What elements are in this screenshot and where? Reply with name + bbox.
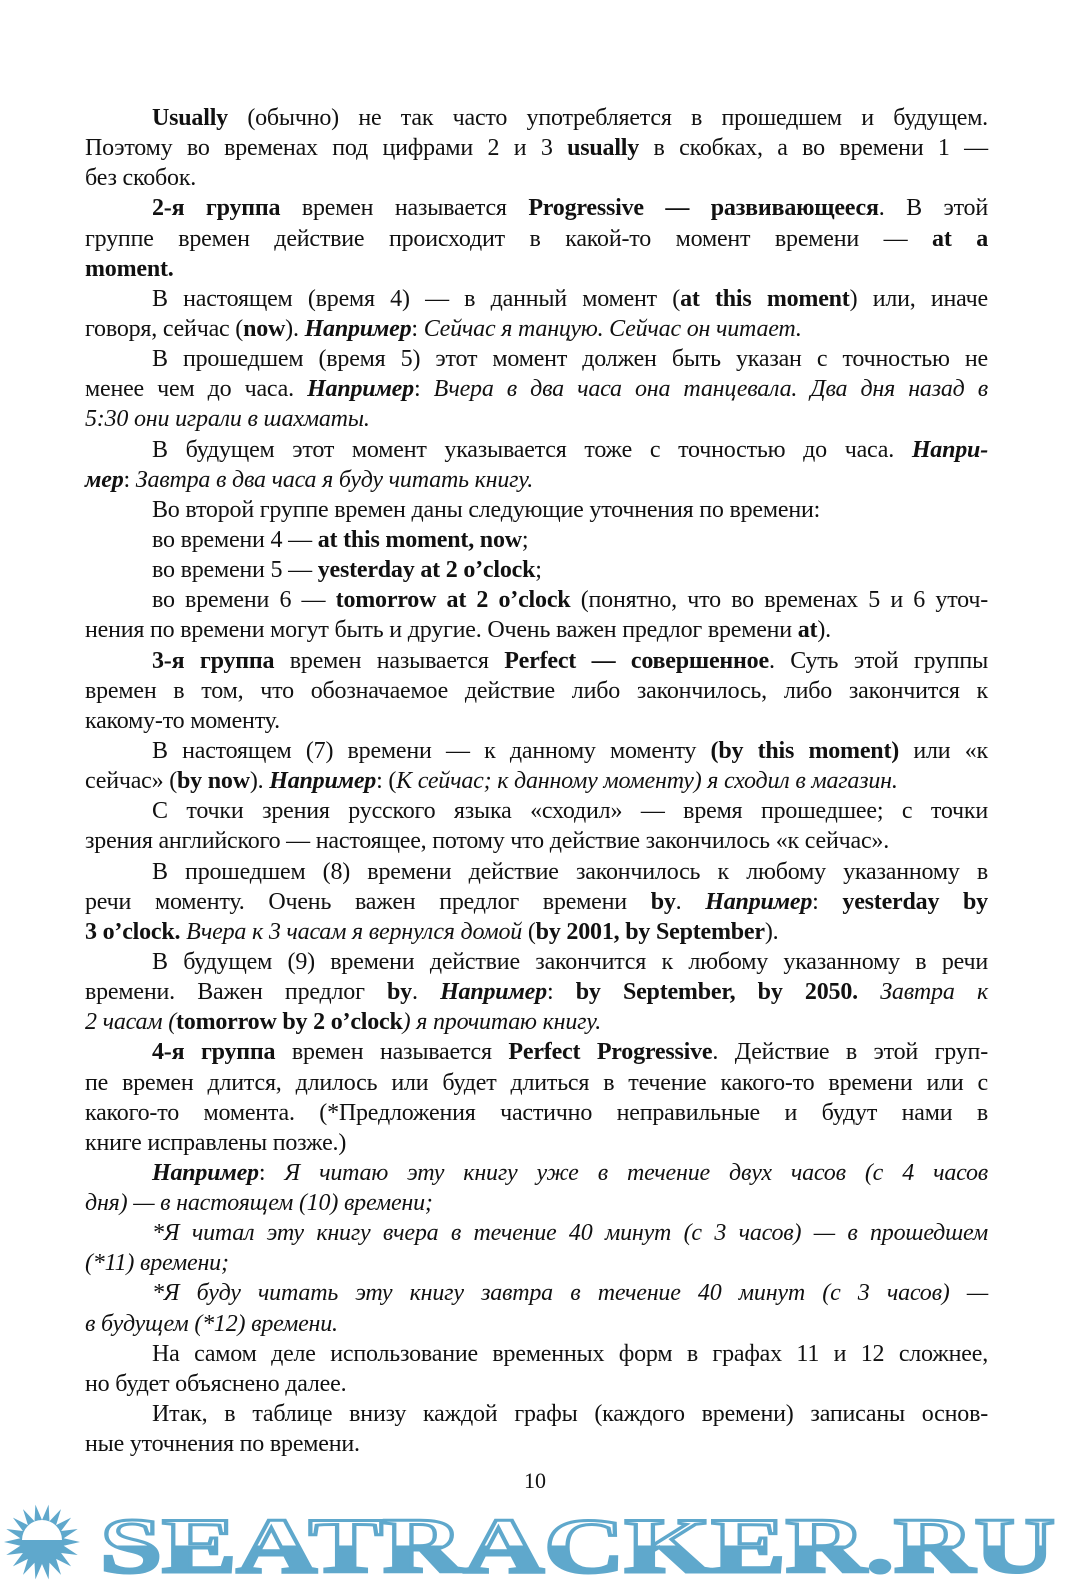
text-segment: Usually [152, 105, 228, 131]
text-segment: книге исправлены позже.) [85, 1129, 347, 1156]
text-segment: by [387, 979, 412, 1006]
text-segment: at [797, 617, 818, 644]
text-segment: мер [85, 466, 124, 493]
text-segment: Например [304, 315, 412, 342]
text-segment: ). [249, 768, 270, 795]
text-segment: Завтра к [880, 979, 988, 1006]
text-segment: usually [567, 135, 640, 162]
text-segment: 4-я группа [152, 1039, 276, 1066]
text-segment: Например [307, 376, 414, 403]
text-line [85, 495, 988, 525]
text-segment: В прошедшем (время 5) этот момент должен быть указан с точностью не [152, 346, 988, 373]
text-segment: говоря, сейчас ( [85, 315, 244, 342]
text-segment: во времени 4 — [152, 526, 318, 553]
text-line [85, 1309, 988, 1339]
text-segment [858, 979, 880, 1005]
text-segment: группе времен действие происходит в какой-то момент времени — [85, 225, 933, 252]
text-line [85, 585, 988, 615]
text-segment: Perfect — совершенное [504, 647, 769, 674]
text-line [85, 615, 988, 645]
text-line [85, 374, 988, 404]
text-line [85, 1037, 988, 1067]
text-segment: без скобок. [85, 165, 197, 192]
page-body-text [85, 103, 988, 1459]
text-segment: : [123, 466, 136, 493]
text-segment: Например [440, 979, 547, 1006]
text-segment: во времени 5 — [152, 557, 318, 584]
text-line [85, 1098, 988, 1128]
text-segment: сейчас» ( [85, 768, 178, 795]
text-segment: В настоящем (время 4) — в данный момент ( [152, 285, 681, 312]
text-line [85, 826, 988, 856]
text-segment: . [411, 979, 441, 1006]
text-line [85, 1339, 988, 1369]
text-line [85, 1007, 988, 1037]
text-segment: Например [152, 1159, 259, 1186]
text-segment: времени. Важен предлог [85, 979, 388, 1006]
text-line [85, 435, 988, 465]
text-segment: moment. [85, 255, 174, 282]
text-segment: 2 часам ( [85, 1009, 176, 1036]
text-line [85, 1278, 988, 1308]
text-segment: . [675, 888, 706, 915]
text-line [85, 1068, 988, 1098]
text-line [85, 646, 988, 676]
text-segment: 3-я группа [152, 647, 275, 674]
text-segment: : ( [376, 768, 397, 795]
text-segment: времен называется [274, 647, 505, 674]
text-line [85, 133, 988, 163]
watermark-logo [0, 1500, 1080, 1580]
text-segment: дня) — в настоящем (10) времени; [85, 1190, 433, 1217]
text-line [85, 344, 988, 374]
text-segment: ). [817, 617, 831, 644]
text-segment: в скобках, а во времени 1 — [639, 135, 988, 162]
text-line [85, 857, 988, 887]
text-line [85, 314, 988, 344]
text-line [85, 1369, 988, 1399]
text-segment: Итак, в таблице внизу каждой графы (каждого времени) записаны основ- [152, 1401, 988, 1428]
text-segment: Напри- [911, 436, 988, 463]
text-segment: Завтра в два часа я буду читать книгу. [135, 466, 534, 493]
text-segment: ). [764, 918, 779, 945]
text-line [85, 404, 988, 434]
text-segment: ные уточнения по времени. [85, 1431, 360, 1458]
text-segment: : [258, 1159, 285, 1186]
page-number: 10 [524, 1468, 546, 1493]
text-segment: какому-то моменту. [85, 707, 280, 734]
text-segment: 5:30 они играли в шахматы. [85, 406, 370, 433]
text-segment: в будущем (*12) времени. [85, 1310, 338, 1337]
text-segment: : [546, 979, 576, 1006]
text-segment: (обычно) не так часто употребляется в прошедшем и будущем. [227, 105, 988, 131]
text-segment: Поэтому во временах под цифрами 2 и 3 [85, 135, 568, 162]
text-segment: at this moment, now [317, 526, 522, 553]
text-line [85, 1248, 988, 1278]
text-segment: нения по времени могут быть и другие. Очень важен предлог времени [85, 617, 798, 644]
sun-icon [4, 1505, 80, 1580]
text-segment: времен называется [280, 195, 529, 222]
text-segment: 3 o’clock. [85, 918, 181, 945]
text-segment: В настоящем (7) времени — к данному моменту [152, 737, 711, 764]
text-line [85, 766, 988, 796]
text-segment: by 2001, by September [535, 918, 765, 945]
text-segment: yesterday by [842, 888, 988, 915]
text-segment: но будет объяснено далее. [85, 1370, 347, 1397]
text-segment: by [650, 888, 676, 915]
text-segment: Например [269, 768, 377, 795]
text-segment: 2-я группа [152, 195, 281, 222]
text-segment: Сейчас я танцую. Сейчас он читает. [423, 315, 802, 342]
text-line [85, 254, 988, 284]
text-line [85, 706, 988, 736]
text-segment: во времени 6 — [152, 587, 336, 614]
text-line [85, 1188, 988, 1218]
text-segment: В будущем (9) времени действие закончится к любому указанному в речи [152, 948, 988, 975]
text-segment: какого-то момента. (*Предложения частично неправильные и будут нами в [85, 1099, 988, 1126]
text-segment: (понятно, что во временах 5 и 6 уточ- [570, 587, 989, 614]
text-segment: *Я буду читать эту книгу завтра в течение 40 минут (с 3 часов) — [152, 1280, 988, 1307]
text-segment: Я читаю эту книгу уже в течение двух часов (с 4 часов [284, 1159, 988, 1186]
text-segment: зрения английского — настоящее, потому что действие закончилось «к сейчас». [85, 828, 890, 855]
text-segment: ; [535, 557, 542, 584]
text-segment: yesterday at 2 o’clock [317, 557, 536, 584]
text-line [85, 887, 988, 917]
text-segment: пе времен длится, длилось или будет длиться в течение какого-то времени или с [85, 1069, 988, 1096]
text-line [85, 1158, 988, 1188]
text-line [85, 284, 988, 314]
text-segment: : [812, 888, 843, 915]
text-line [85, 947, 988, 977]
text-segment: ). [285, 315, 305, 342]
text-line [85, 224, 988, 254]
text-line [85, 465, 988, 495]
text-line [85, 103, 988, 133]
text-segment: Во второй группе времен даны следующие уточнения по времени: [152, 496, 821, 523]
text-line [85, 1218, 988, 1248]
text-segment: ) или, иначе [849, 285, 988, 312]
text-segment: К сейчас; к данному моменту) я сходил в магазин. [396, 768, 898, 795]
text-segment: : [411, 315, 424, 342]
text-segment: now [243, 315, 286, 342]
text-line [85, 977, 988, 1007]
text-segment: ( [522, 918, 536, 945]
text-segment: (*11) времени; [85, 1250, 229, 1277]
text-segment: Например [705, 888, 813, 915]
text-segment: (by this moment) [710, 737, 900, 764]
text-segment: . В этой [878, 195, 988, 222]
text-line [85, 1128, 988, 1158]
text-segment: С точки зрения русского языка «сходил» — время прошедшее; с точки [152, 798, 988, 825]
text-segment: by September, by 2050. [575, 979, 858, 1006]
text-segment: tomorrow by 2 o’clock [176, 1009, 403, 1036]
text-segment: by now [177, 768, 250, 795]
text-segment: Perfect Progressive [508, 1039, 713, 1066]
text-line [85, 193, 988, 223]
text-segment: . Суть этой группы [768, 647, 988, 674]
text-line [85, 676, 988, 706]
text-line [85, 917, 988, 947]
text-segment: at this moment [680, 285, 850, 312]
text-segment: На самом деле использование временных форм в графах 11 и 12 сложнее, [152, 1340, 988, 1367]
text-segment: ) я прочитаю книгу. [402, 1009, 602, 1036]
text-line [85, 796, 988, 826]
text-segment: В будущем этот момент указывается тоже с точностью до часа. [152, 436, 912, 463]
text-line [85, 555, 988, 585]
text-segment: менее чем до часа. [85, 376, 308, 403]
text-segment: или «к [899, 737, 988, 764]
text-segment: времен в том, что обозначаемое действие либо закончилось, либо закончится к [85, 677, 988, 704]
text-segment: tomorrow at 2 o’clock [335, 587, 571, 614]
text-segment: . Действие в этой груп- [712, 1039, 988, 1066]
text-line [85, 1399, 988, 1429]
text-segment: ; [521, 526, 529, 553]
text-segment: at a [932, 225, 988, 252]
text-line [85, 736, 988, 766]
watermark-text: SEATRACKER.RU [100, 1502, 1055, 1580]
text-segment: времен называется [275, 1039, 509, 1066]
text-segment: Вчера к 3 часам я вернулся домой [186, 918, 523, 945]
text-segment: В прошедшем (8) времени действие закончилось к любому указанному в [152, 858, 988, 885]
text-segment: Вчера в два часа она танцевала. Два дня назад в [433, 376, 989, 403]
text-line [85, 163, 988, 193]
text-segment: : [413, 376, 434, 403]
text-segment: *Я читал эту книгу вчера в течение 40 минут (с 3 часов) — в прошедшем [152, 1220, 988, 1247]
text-segment: Progressive — развивающееся [528, 195, 879, 222]
text-segment: речи моменту. Очень важен предлог времени [85, 888, 651, 915]
text-line [85, 1429, 988, 1459]
text-line [85, 525, 988, 555]
